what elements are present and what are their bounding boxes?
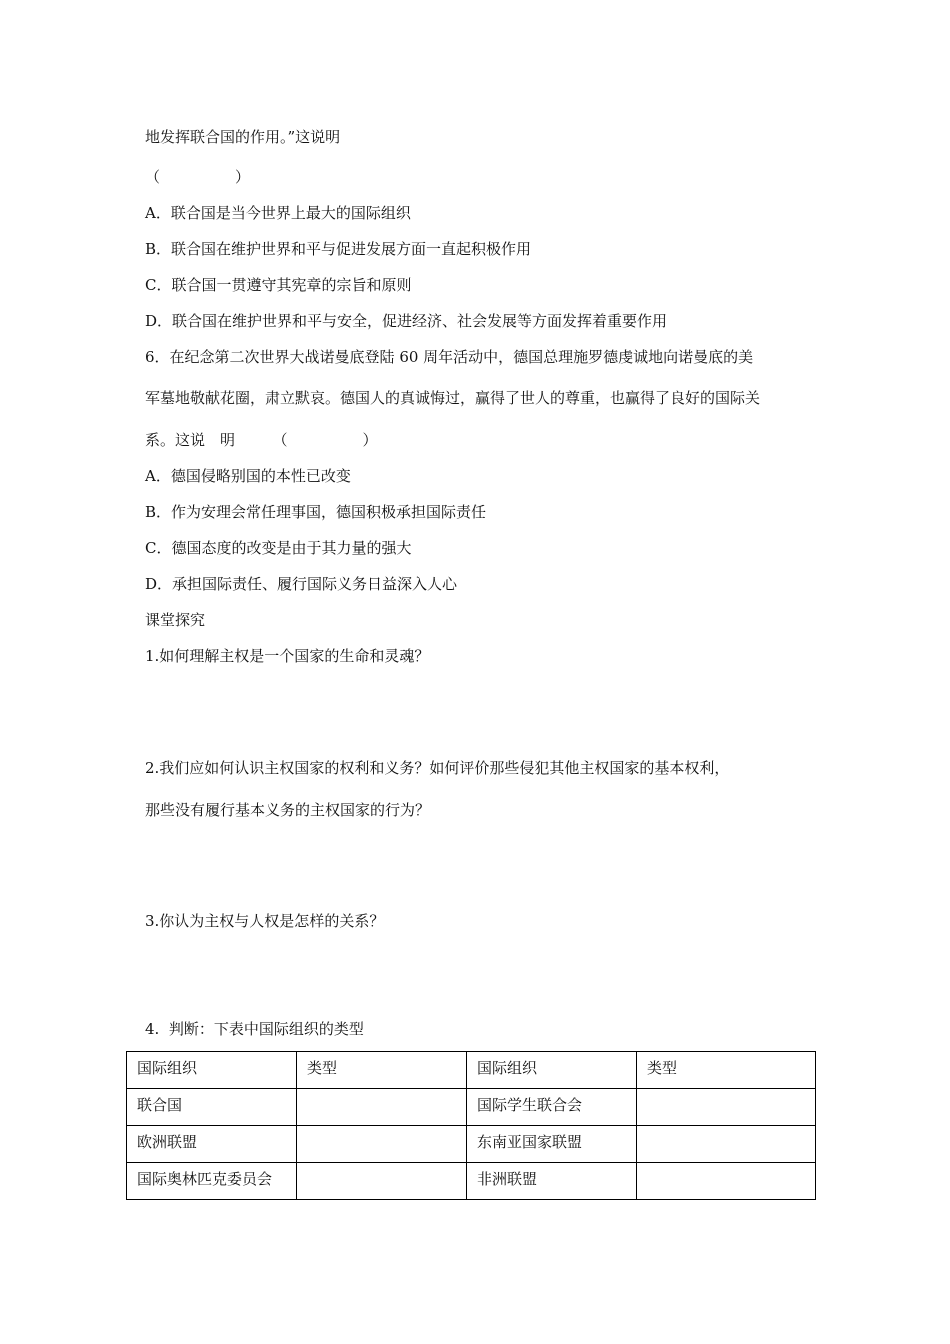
table-row (127, 1163, 816, 1200)
inquiry-question-2-line-2: 那些没有履行基本义务的主权国家的行为？ (145, 801, 431, 819)
inquiry-question-2-line-1: 2.我们应如何认识主权国家的权利和义务？如何评价那些侵犯其他主权国家的基本权利， (145, 759, 730, 777)
table-cell-type[interactable] (637, 1126, 816, 1163)
organization-type-table (126, 1051, 816, 1200)
q5-option-b: B．联合国在维护世界和平与促进发展方面一直起积极作用 (145, 240, 532, 258)
table-header-cell: 类型 (297, 1052, 467, 1089)
q5-stem-tail: 地发挥联合国的作用。”这说明 (145, 128, 341, 146)
q5-option-a: A．联合国是当今世界上最大的国际组织 (145, 204, 411, 222)
table-header-row (127, 1052, 816, 1089)
table-cell-type[interactable] (297, 1089, 467, 1126)
table-cell-organization: 东南亚国家联盟 (467, 1126, 637, 1163)
q6-option-d: D．承担国际责任、履行国际义务日益深入人心 (145, 575, 458, 593)
q6-option-a: A．德国侵略别国的本性已改变 (145, 467, 351, 485)
table-cell-type[interactable] (297, 1163, 467, 1200)
table-cell-organization: 欧洲联盟 (127, 1126, 297, 1163)
table-row (127, 1126, 816, 1163)
inquiry-question-3: 3.你认为主权与人权是怎样的关系？ (145, 912, 385, 930)
q5-option-d: D．联合国在维护世界和平与安全，促进经济、社会发展等方面发挥着重要作用 (145, 312, 668, 330)
table-cell-organization: 联合国 (127, 1089, 297, 1126)
table-cell-type[interactable] (637, 1089, 816, 1126)
q6-stem-line-1: 6．在纪念第二次世界大战诺曼底登陆 60 周年活动中，德国总理施罗德虔诚地向诺曼底的美 (145, 348, 754, 366)
section-title: 课堂探究 (145, 611, 206, 629)
table-header-cell: 国际组织 (467, 1052, 637, 1089)
q5-option-c: C．联合国一贯遵守其宪章的宗旨和原则 (145, 276, 412, 294)
q6-stem-line-3: 系。这说 明 （ ） (145, 431, 378, 449)
inquiry-question-4: 4. 判断：下表中国际组织的类型 (145, 1020, 364, 1038)
q6-option-c: C．德国态度的改变是由于其力量的强大 (145, 539, 412, 557)
inquiry-question-1: 1.如何理解主权是一个国家的生命和灵魂？ (145, 647, 430, 665)
table-cell-type[interactable] (637, 1163, 816, 1200)
table-header-cell: 类型 (637, 1052, 816, 1089)
q6-stem-line-2: 军墓地敬献花圈，肃立默哀。德国人的真诚悔过，赢得了世人的尊重，也赢得了良好的国际关 (145, 389, 761, 407)
q6-option-b: B．作为安理会常任理事国，德国积极承担国际责任 (145, 503, 487, 521)
table-cell-organization: 国际奥林匹克委员会 (127, 1163, 297, 1200)
table-header-cell: 国际组织 (127, 1052, 297, 1089)
table-cell-type[interactable] (297, 1126, 467, 1163)
table-cell-organization: 国际学生联合会 (467, 1089, 637, 1126)
table-row (127, 1089, 816, 1126)
q5-answer-blank: （ ） (145, 168, 251, 186)
table-cell-organization: 非洲联盟 (467, 1163, 637, 1200)
